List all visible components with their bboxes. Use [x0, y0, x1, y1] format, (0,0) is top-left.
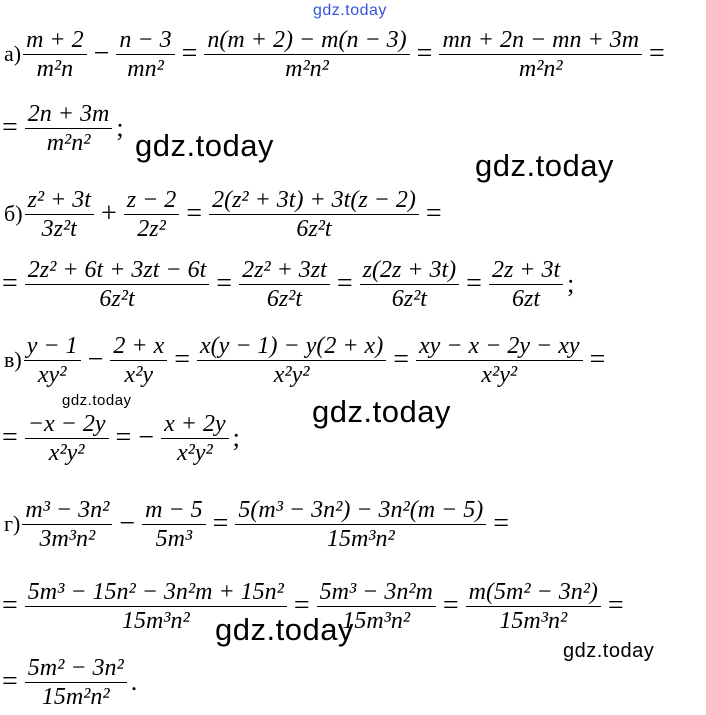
operator: − [119, 508, 136, 539]
denominator: xy² [37, 361, 67, 388]
operator: = [336, 268, 353, 299]
operator: = [425, 198, 442, 229]
semicolon: ; [232, 423, 240, 452]
period: . [130, 667, 138, 696]
numerator: y − 1 [26, 332, 78, 359]
fraction [23, 26, 87, 83]
denominator: m²n [36, 55, 74, 82]
fraction [197, 332, 386, 389]
operator: = [212, 508, 229, 539]
numerator: 5m² − 3n² [27, 654, 124, 681]
line-a-1 [4, 22, 672, 86]
numerator: 2(z² + 3t) + 3t(z − 2) [212, 186, 416, 213]
operator: − [93, 38, 110, 69]
line-b-1 [4, 182, 449, 246]
numerator: 2 + x [113, 332, 165, 359]
denominator: 15m³n² [326, 525, 395, 552]
operator: = [2, 590, 18, 621]
fraction [25, 654, 127, 711]
fraction [439, 26, 642, 83]
numerator: mn + 2n − mn + 3m [442, 26, 640, 53]
fraction [204, 26, 409, 83]
operator: = [186, 198, 203, 229]
fraction [25, 256, 209, 313]
numerator: z(2z + 3t) [362, 256, 457, 283]
numerator: 5m³ − 15n² − 3n²m + 15n² [27, 578, 284, 605]
operator: = [493, 508, 510, 539]
operator: = [216, 268, 233, 299]
operator: = [2, 268, 18, 299]
denominator: x²y² [48, 439, 85, 466]
watermark-top: gdz.today [313, 2, 387, 19]
denominator: 15m³n² [499, 607, 568, 634]
operator: + [100, 198, 117, 229]
numerator: −x − 2y [27, 410, 106, 437]
line-g-3 [2, 650, 137, 714]
denominator: 3z²t [41, 215, 77, 242]
denominator: 15m³n² [342, 607, 411, 634]
fraction [360, 256, 460, 313]
numerator: x + 2y [164, 410, 226, 437]
fraction [239, 256, 330, 313]
denominator: 6z²t [296, 215, 332, 242]
denominator: 6zt [512, 285, 541, 312]
denominator: m²n² [518, 55, 563, 82]
fraction [25, 410, 109, 467]
numerator: xy − x − 2y − xy [419, 332, 580, 359]
operator: = [466, 268, 482, 299]
operator: = [649, 38, 665, 69]
fraction [25, 186, 94, 243]
numerator: 5(m³ − 3n²) − 3n²(m − 5) [238, 496, 484, 523]
fraction [25, 100, 113, 157]
watermark: gdz.today [135, 128, 274, 163]
operator: = [589, 344, 606, 375]
fraction [124, 186, 180, 243]
numerator: z − 2 [126, 186, 177, 213]
operator: = [416, 38, 433, 69]
operator: = [2, 422, 18, 453]
denominator: 3m³n² [39, 525, 96, 552]
operator: − [87, 344, 104, 375]
denominator: x²y² [273, 361, 310, 388]
numerator: x(y − 1) − y(2 + x) [200, 332, 384, 359]
line-v-2 [2, 406, 240, 470]
denominator: m²n² [46, 129, 91, 156]
item-label-b: б) [4, 201, 23, 226]
denominator: 15m²n² [41, 683, 110, 710]
item-label-a: а) [4, 41, 22, 66]
operator: = [2, 666, 18, 697]
operator: = [2, 112, 18, 143]
fraction [235, 496, 486, 553]
numerator: 2z + 3t [491, 256, 561, 283]
denominator: 6z²t [99, 285, 135, 312]
operator: = [174, 344, 191, 375]
denominator: 15m³n² [121, 607, 190, 634]
semicolon: ; [567, 269, 575, 298]
fraction [416, 332, 583, 389]
fraction [466, 578, 601, 635]
line-g-1 [4, 492, 516, 556]
watermark: gdz.today [62, 392, 132, 409]
numerator: 2z² + 6t + 3zt − 6t [27, 256, 207, 283]
denominator: mn² [127, 55, 164, 82]
fraction [209, 186, 419, 243]
denominator: 6z²t [266, 285, 303, 312]
numerator: 5m³ − 3n²m [319, 578, 433, 605]
numerator: m + 2 [26, 26, 84, 53]
operator: = [442, 590, 459, 621]
line-a-2 [2, 96, 124, 160]
denominator: x²y² [481, 361, 518, 388]
numerator: 2n + 3m [27, 100, 110, 127]
watermark: gdz.today [475, 148, 614, 183]
fraction [489, 256, 563, 313]
denominator: m²n² [285, 55, 329, 82]
item-label-v: в) [4, 347, 22, 372]
numerator: z² + 3t [27, 186, 91, 213]
fraction [142, 496, 206, 553]
line-v-1 [4, 328, 612, 392]
numerator: n(m + 2) − m(n − 3) [207, 26, 407, 53]
numerator: n − 3 [119, 26, 172, 53]
watermark: gdz.today [215, 612, 354, 647]
watermark: gdz.today [563, 640, 655, 662]
fraction [22, 496, 112, 553]
operator: = [181, 38, 198, 69]
fraction [116, 26, 174, 83]
numerator: m³ − 3n² [25, 496, 110, 523]
denominator: x²y² [176, 439, 213, 466]
fraction [161, 410, 229, 467]
numerator: m − 5 [145, 496, 203, 523]
denominator: 2z² [137, 215, 166, 242]
semicolon: ; [116, 113, 124, 142]
line-b-2 [2, 252, 574, 316]
denominator: 6z²t [391, 285, 427, 312]
watermark: gdz.today [312, 394, 451, 429]
fraction [110, 332, 167, 389]
operator: = [293, 590, 310, 621]
fraction [24, 332, 81, 389]
numerator: m(5m² − 3n²) [468, 578, 598, 605]
item-label-g: г) [4, 511, 21, 536]
numerator: 2z² + 3zt [242, 256, 327, 283]
operator: = [607, 590, 624, 621]
denominator: x²y [124, 361, 154, 388]
operator: = − [115, 422, 155, 453]
operator: = [393, 344, 409, 375]
denominator: 5m³ [155, 525, 193, 552]
